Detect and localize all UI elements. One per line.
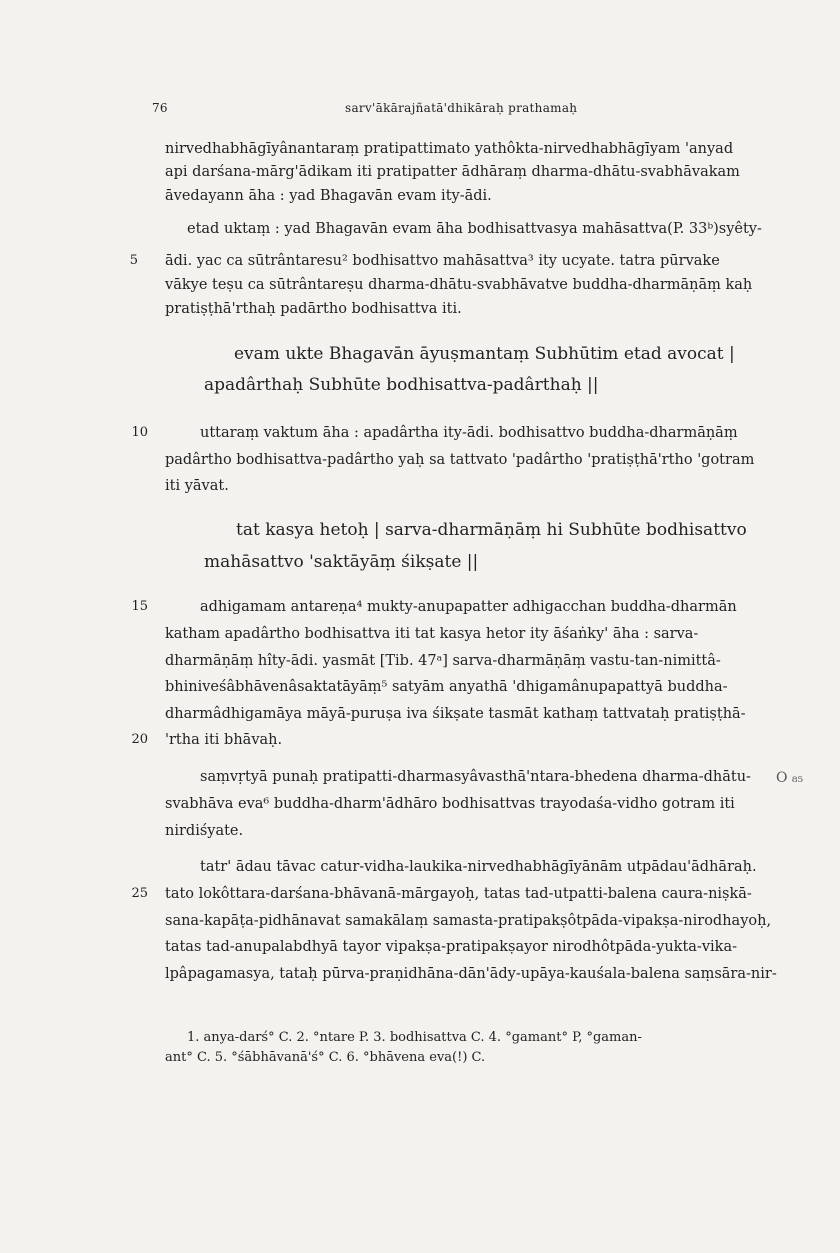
line-number: 15 — [131, 599, 148, 614]
line-number: 10 — [131, 425, 148, 440]
running-head: sarv'ākārajñatā'dhikāraḥ prathamaḥ — [345, 101, 578, 115]
marginal-note: O ₈₅ — [776, 770, 804, 786]
line-number: 25 — [131, 886, 148, 901]
document-page: 76 sarv'ākārajñatā'dhikāraḥ prathamaḥ nirvedhabhāgīyânantaraṃ pratipattimato yathôkta-nirvedhabhāgīyam 'anyad api darśana-mārg'ādikam iti pratipatter ādhāraṃ dharma-dhātu-svabhāvakam āvedayann āha : yad Bhagavān evam ity-ādi. etad uktaṃ : yad Bhagavān evam āha bodhisattvasya mahāsattva(P. 33ᵇ)syêty- 5 ādi. yac ca sūtrântaresu² bodhisattvo mahāsattva³ ity ucyate. tatra pūrvake vākye teṣu ca sūtrântareṣu dharma-dhātu-svabhāvatve buddha-dharmāṇāṃ kaḥ pratiṣṭhā'rthaḥ padārtho bodhisattva iti. evam ukte Bhagavān āyuṣmantaṃ Subhūtim etad avocat | apadârthaḥ Subhūte bodhisattva-padârthaḥ || 10 uttaraṃ vaktum āha : apadârtha ity-ādi. bodhisattvo buddha-dharmāṇāṃ padârtho bodhisattva-padârtho yaḥ sa tattvato 'padârtho 'pratiṣṭhā'rtho 'gotram iti yāvat. tat kasya hetoḥ | sarva-dharmāṇāṃ hi Subhūte bodhisattvo mahāsattvo 'saktāyāṃ śikṣate || 15 adhigamam antareṇa⁴ mukty-anupapatter adhigacchan buddha-dharmān katham apadârtho bodhisattva iti tat kasya hetor ity āśaṅky' āha : sarva- dharmāṇāṃ hîty-ādi. yasmāt [Tib. 47ᵃ] sarva-dharmāṇāṃ vastu-tan-nimittâ- bhiniveśâbhāvenâsaktatāyāṃ⁵ satyām anyathā 'dhigamânupapattyā buddha- dharmâdhigamāya māyā-puruṣa iva śikṣate tasmāt kathaṃ tattvataḥ pratiṣṭhā- 20 'rtha iti bhāvaḥ. saṃvṛtyā punaḥ pratipatti-dharmasyâvasthā'ntara-bhedena dharma-dhātu- svabhāva eva⁶ buddha-dharm'ādhāro bodhisattvas trayodaśa-vidho gotram iti nirdiśyate. tatr' ādau tāvac catur-vidha-laukika-nirvedhabhāgīyānām utpādau'ādhāraḥ. 25 tato lokôttara-darśana-bhāvanā-mārgayoḥ, tatas tad-utpatti-balena caura-niṣkā- sana-kapāṭa-pidhānavat samakālaṃ samasta-pratipakṣôtpāda-vipakṣa-nirodhayoḥ, tatas tad-anupalabdhyā tayor vipakṣa-pratipakṣayor nirodhôtpāda-yukta-vika- lpâpagamasya, tataḥ pūrva-praṇidhāna-dān'ādy-upāya-kauśala-balena saṃsāra-nir- 1. anya-darś° C. 2. °ntare P. 3. bodhisattva C. 4. °gamant° P, °gaman- ant° C. 5. °śābhāvanā'ś° C. 6. °bhāvena eva(!) C. O ₈₅ — [0, 0, 840, 1253]
line-number: 5 — [129, 253, 138, 268]
page-number: 76 — [152, 101, 168, 115]
line-number: 20 — [131, 732, 148, 747]
